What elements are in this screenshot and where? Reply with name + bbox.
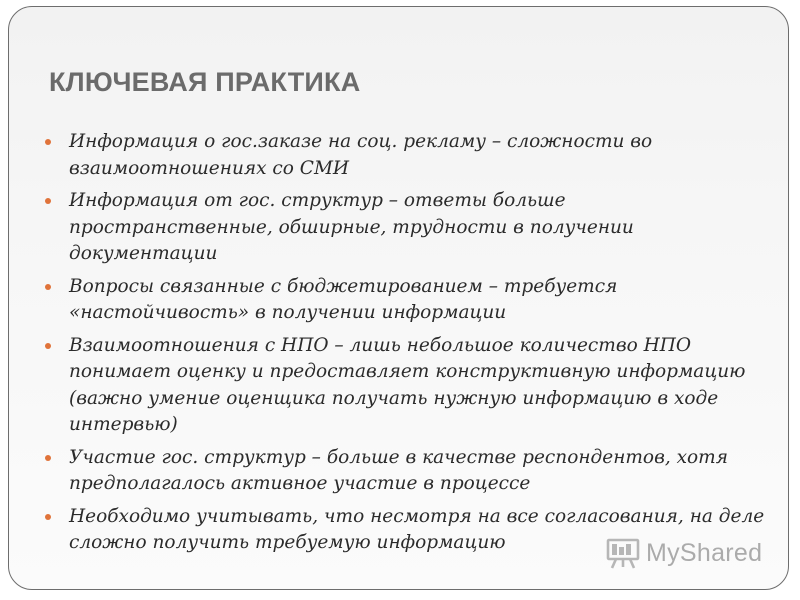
bullet-item xyxy=(45,333,765,439)
bullet-text: Взаимоотношения с НПО – лишь небольшое количество НПО понимает оценку и предоставляет конструктивную информацию (важно умение оценщика получать нужную информацию в ходе интервью) xyxy=(69,334,746,435)
bullet-item xyxy=(45,129,765,182)
presentation-board-icon xyxy=(606,537,640,569)
bullet-dot-icon xyxy=(45,455,51,461)
slide-title: КЛЮЧЕВАЯ ПРАКТИКА xyxy=(49,67,361,97)
bullet-dot-icon xyxy=(45,139,51,145)
bullet-text: Необходимо учитывать, что несмотря на все согласования, на деле сложно получить требуемую информацию xyxy=(69,505,765,553)
myshared-watermark[interactable] xyxy=(606,537,762,569)
bullet-dot-icon xyxy=(45,198,51,204)
bullet-list xyxy=(45,129,765,563)
bullet-text: Информация о гос.заказе на соц. рекламу – сложности во взаимоотношениях со СМИ xyxy=(69,131,653,179)
bullet-dot-icon xyxy=(45,343,51,349)
bullet-dot-icon xyxy=(45,284,51,290)
bullet-text: Участие гос. структур – больше в качестве респондентов, хотя предполагалось активное участие в процессе xyxy=(69,446,728,494)
slide-frame xyxy=(8,6,789,590)
bullet-text: Информация от гос. структур – ответы больше пространственные, обширные, трудности в получении документации xyxy=(69,190,634,264)
watermark-text: MyShared xyxy=(646,538,763,567)
bullet-item xyxy=(45,274,765,327)
bullet-item xyxy=(45,445,765,498)
bullet-dot-icon xyxy=(45,514,51,520)
bullet-item xyxy=(45,188,765,268)
bullet-text: Вопросы связанные с бюджетированием – требуется «настойчивость» в получении информации xyxy=(69,275,618,323)
